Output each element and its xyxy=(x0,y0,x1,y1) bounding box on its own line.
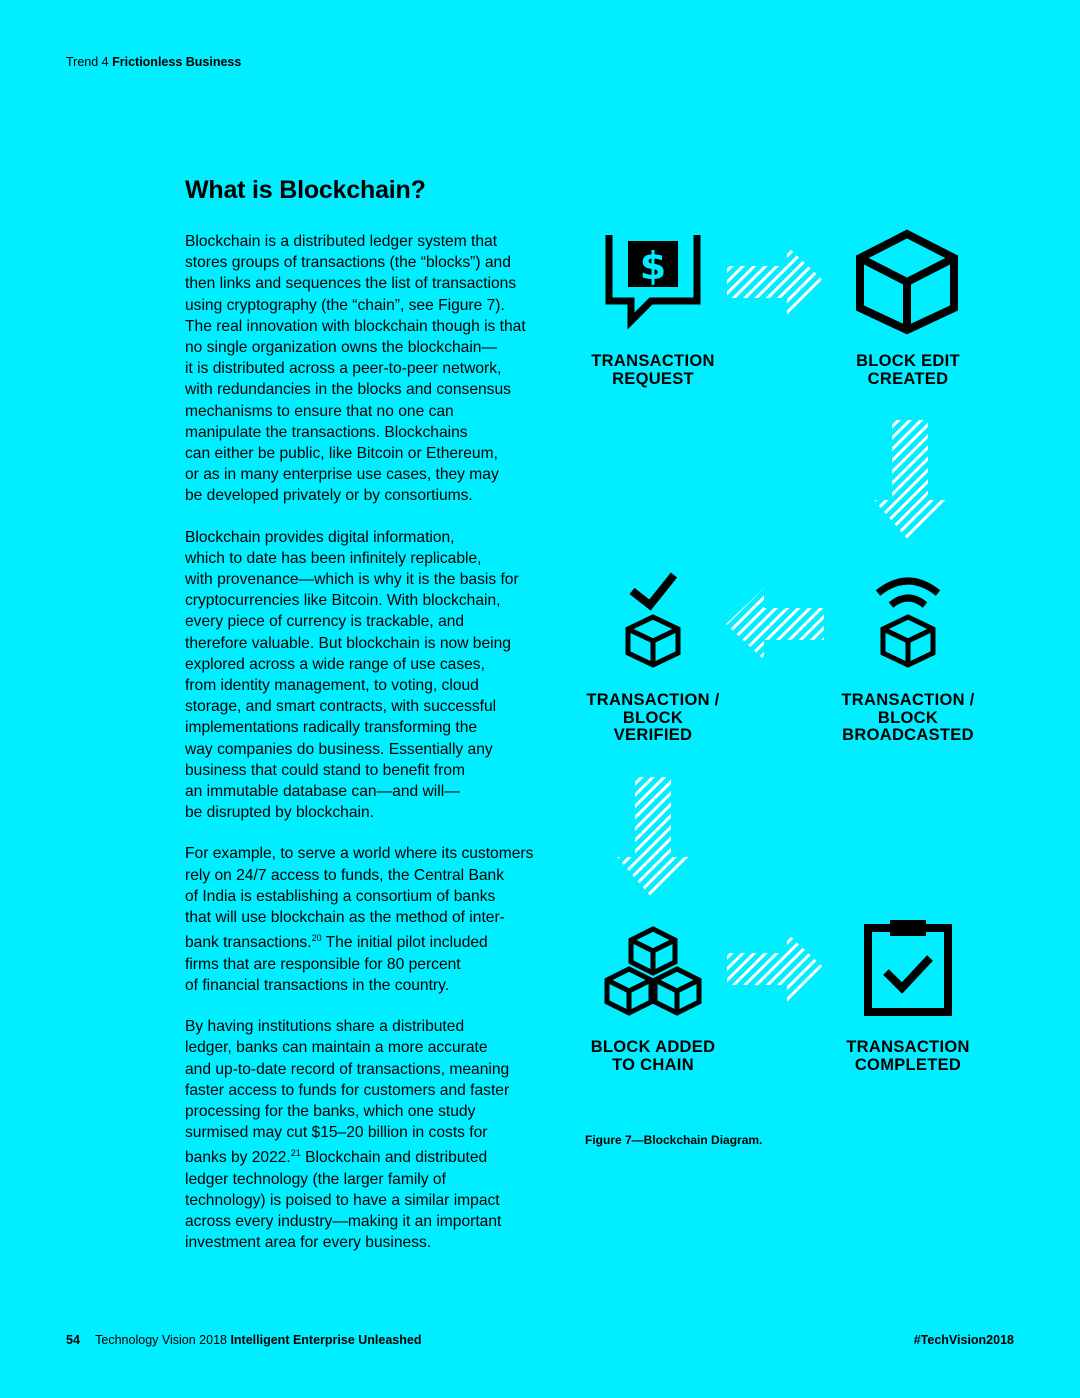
arrow-left-icon xyxy=(726,588,824,660)
page-title: What is Blockchain? xyxy=(185,176,426,204)
footer-subtitle: Intelligent Enterprise Unleashed xyxy=(230,1333,422,1347)
paragraph-3-text-a: For example, to serve a world where its customers rely on 24/7 access to funds, the Central Bank of India is establishing a consortium of banks that will use blockchain as the method of inter- bank transactions. xyxy=(185,845,534,952)
paragraph-1: Blockchain is a distributed ledger system that stores groups of transactions (the “blocks”) and then links and sequences the list of transactions using cryptography (the “chain”, see Figure 7). The real innovation with blockchain though is that no single organization owns the blockchain— it is distributed across a peer-to-peer network, with redundancies in the blocks and consensus mechanisms to ensure that no one can manipulate the transactions. Blockchains can either be public, like Bitcoin or Ethereum, or as in many enterprise use cases, they may be developed privately or by consortiums. xyxy=(185,233,526,505)
paragraph-4-text-b: Blockchain and distributed ledger technology (the larger family of technology) is poised to have a similar impact across every industry—making it an important investment area for every business. xyxy=(185,1149,502,1252)
step-label-transaction-block-verified: TRANSACTION / BLOCK VERIFIED xyxy=(586,691,720,744)
stacked-cubes-icon xyxy=(601,925,705,1017)
footnote-ref-20[interactable]: 20 xyxy=(311,933,322,944)
step-label-transaction-block-broadcasted: TRANSACTION / BLOCK BROADCASTED xyxy=(841,691,975,744)
paragraph-3-text-b: The initial pilot included firms that are responsible for 80 percent of financial transactions in the country. xyxy=(185,934,488,994)
header-trend: Trend 4 xyxy=(66,55,109,69)
step-label-transaction-completed: TRANSACTION COMPLETED xyxy=(846,1038,970,1074)
broadcast-cube-icon xyxy=(873,571,943,669)
step-label-block-added-to-chain: BLOCK ADDED TO CHAIN xyxy=(590,1038,716,1074)
step-label-block-edit-created: BLOCK EDIT CREATED xyxy=(856,352,960,388)
svg-text:$: $ xyxy=(639,244,667,288)
footer-publication: Technology Vision 2018 xyxy=(95,1333,227,1347)
arrow-right-icon xyxy=(727,246,825,318)
dollar-speech-bubble-icon xyxy=(603,233,703,331)
cube-icon xyxy=(852,228,962,336)
paragraph-2: Blockchain provides digital information, which to date has been infinitely replicable, with provenance—which is why it is the basis for cryptocurrencies like Bitcoin. With blockchain, every piece of currency is trackable, and therefore valuable. But blockchain is now being explored across a wide range of use cases, from identity management, to voting, cloud storage, and smart contracts, with successful implementations radically transforming the way companies do business. Essentially any business that could stand to benefit from an immutable database can—and will— be disrupted by blockchain. xyxy=(185,528,519,822)
step-label-transaction-request: TRANSACTION REQUEST xyxy=(591,352,715,388)
paragraph-4-text-a: By having institutions share a distributed ledger, banks can maintain a more accurate and up-to-date record of transactions, meaning faster access to funds for customers and faster processing for the banks, which one study surmised may cut $15–20 billion in costs for banks by 2022. xyxy=(185,1018,510,1167)
footnote-ref-21[interactable]: 21 xyxy=(290,1148,301,1159)
arrow-right-icon xyxy=(727,933,825,1005)
clipboard-check-icon xyxy=(862,918,954,1018)
page-number: 54 xyxy=(66,1333,80,1347)
checkmark-cube-icon xyxy=(620,571,686,669)
figure-caption: Figure 7—Blockchain Diagram. xyxy=(585,1133,763,1147)
header-section: Frictionless Business xyxy=(112,55,242,69)
footer-left xyxy=(66,1333,421,1347)
arrow-down-icon xyxy=(617,777,689,899)
arrow-down-icon xyxy=(874,420,946,542)
footer-hashtag: #TechVision2018 xyxy=(913,1333,1014,1347)
